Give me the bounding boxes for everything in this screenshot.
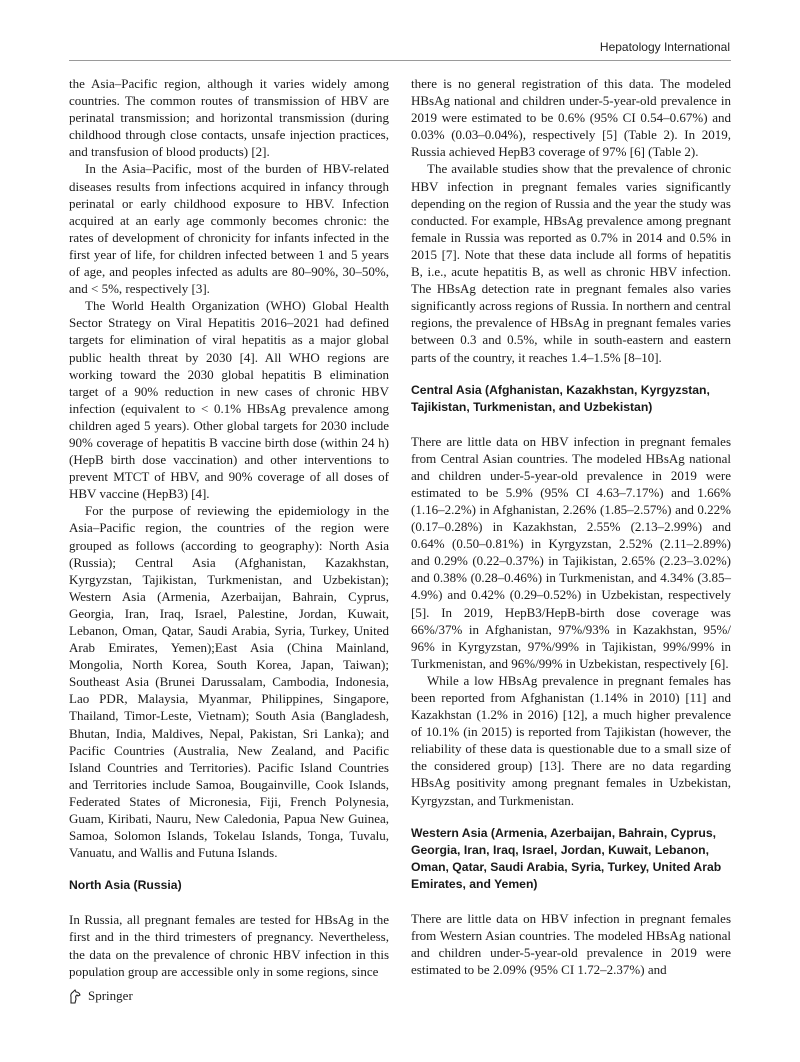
left-paragraph-1: the Asia–Pacific region, although it varies widely among countries. The common routes of transmission of HBV are perinatal transmission; and horizontal transmission (during childhood through close contacts, unsafe injection practices, and transfusion of blood products) [2]. [69, 76, 389, 160]
publisher-name: Springer [88, 988, 133, 1003]
left-paragraph-2: In the Asia–Pacific, most of the burden of HBV-related diseases results from infections acquired in infancy through perinatal or early childhood exposure to HBV. Infection acquired at an early age commonly becomes chronic: the rates of development of chronicity for infants infected in the first year of life, for children infected between 1 and 5 years of age, and peoples infected as adults are 80–90%, 30–50%, and < 5%, respectively [3]. [69, 161, 389, 297]
right-paragraph-4: While a low HBsAg prevalence in pregnant females has been reported from Afghanistan (1.14% in 2010) [11] and Kazakhstan (1.2% in 2016) [12], a much higher prevalence of 10.1% (in 2015) is reported from Tajikistan (however, the reliability of these data is questionable due to a small size of the considered group) [13]. There are no data regarding HBsAg positivity among pregnant females in Uzbekistan, Kyrgyzstan, and Turkmenistan. [411, 672, 731, 808]
left-paragraph-4: For the purpose of reviewing the epidemiology in the Asia–Pacific region, the countries of the region were grouped as follows (according to geography): North Asia (Russia); Central Asia (Afghanistan, Kazakhstan, Kyrgyzstan, Tajikistan, Turkmenistan, and Uzbekistan); Western Asia (Armenia, Azerbaijan, Bahrain, Cyprus, Georgia, Iran, Iraq, Israel, Palestine, Jordan, Kuwait, Lebanon, Oman, Qatar, Saudi Arabia, Syria, Turkey, United Arab Emirates, Yemen);East Asia (China Mainland, Mongolia, North Korea, South Korea, Japan, Taiwan); Southeast Asia (Brunei Darussalam, Cambodia, Indonesia, Lao PDR, Malaysia, Myanmar, Philippines, Singapore, Thailand, Timor-Leste, Vietnam); South Asia (Bangladesh, Bhutan, India, Maldives, Nepal, Pakistan, Sri Lanka); and Pacific Countries (Australia, New Zealand, and Pacific Island Countries and Territories). Pacific Island Countries and Territories include Samoa, Bougainville, Cook Islands, Federated States of Micronesia, Fiji, French Polynesia, Guam, Kiribati, Nauru, New Caledonia, Papua New Guinea, Samoa, Solomon Islands, Tokelau Islands, Tonga, Tuvalu, Vanuatu, and Wallis and Futuna Islands. [69, 503, 389, 861]
running-head: Hepatology International [599, 40, 730, 54]
left-paragraph-5: In Russia, all pregnant females are tested for HBsAg in the first and in the third trimesters of pregnancy. Nevertheless, the data on the prevalence of chronic HBV infection in this population group are accessible only in some regions, since [69, 912, 389, 979]
right-column [411, 75, 731, 978]
right-paragraph-3: There are little data on HBV infection in pregnant females from Central Asian countries. The modeled HBsAg national and children under-5-year-old prevalence in 2019 were estimated to be 5.9% (95% CI 4.63–7.17%) and 1.66% (1.16–2.2%) in Afghanistan, 2.26% (1.85–2.57%) and 0.22% (0.17–0.28%) in Kazakhstan, 2.55% (2.13–2.99%) and 0.64% (0.50–0.81%) in Kyrgyzstan, 2.52% (2.11–2.89%) and 0.29% (0.22–0.37%) in Tajikistan, 2.65% (2.23–3.02%) and 0.38% (0.28–0.46%) in Turkmenistan, and 4.34% (3.85–4.9%) and 0.42% (0.29–0.52%) in Uzbekistan, respectively [5]. In 2019, HepB3/HepB-birth dose coverage was 66%/37% in Afghanistan, 97%/93% in Kazakhstan, 95%/ 96% in Kyrgyzstan, 97%/99% in Tajikistan, 99%/99% in Turkmenistan, and 96%/99% in Uzbekistan, respectively [6]. [411, 433, 731, 671]
section-heading-western-asia: Western Asia (Armenia, Azerbaijan, Bahrain, Cyprus, Georgia, Iran, Iraq, Israel, Jordan, Kuwait, Lebanon, Oman, Qatar, Saudi Arabia, Syria, Turkey, United Arab Emirates, and Yemen) [411, 825, 722, 891]
springer-horse-icon [69, 989, 82, 1004]
left-column [69, 75, 389, 980]
right-paragraph-5: There are little data on HBV infection in pregnant females from Western Asian countries. The modeled HBsAg national and children under-5-year-old prevalence in 2019 were estimated to be 2.09% (95% CI 1.72–2.37%) and [411, 910, 731, 977]
header-rule [69, 60, 731, 61]
section-heading-central-asia: Central Asia (Afghanistan, Kazakhstan, Kyrgyzstan, Tajikistan, Turkmenistan, and Uzbekistan) [411, 382, 710, 414]
left-paragraph-3: The World Health Organization (WHO) Global Health Sector Strategy on Viral Hepatitis 2016–2021 had defined targets for elimination of viral hepatitis as a major global public health threat by 2030 [4]. All WHO regions are working toward the 2030 global hepatitis B elimination target of a 90% reduction in new cases of chronic HBV infection (equivalent to < 0.1% HBsAg prevalence among children aged 5 years). Other global targets for 2030 include 90% coverage of hepatitis B vaccine birth dose (within 24 h) (HepB birth dose vaccination) and other interventions to prevent MTCT of HBV, and 90% coverage of all doses of HBV vaccine (HepB3) [4]. [69, 298, 389, 502]
right-paragraph-2: The available studies show that the prevalence of chronic HBV infection in pregnant females varies significantly depending on the region of Russia and the year the study was conducted. For example, HBsAg prevalence among pregnant female in Russia was reported as 0.7% in 2014 and 0.5% in 2015 [7]. Note that these data include all forms of hepatitis B, i.e., acute hepatitis B, as well as chronic HBV infection. The HBsAg detection rate in pregnant females also varies significantly across regions of Russia. In northern and central regions, the prevalence of HBsAg in pregnant females varies between 0.3 and 0.5%, while in south-eastern and eastern parts of the country, it reaches 1.4–1.5% [8–10]. [411, 161, 731, 365]
right-paragraph-1: there is no general registration of this data. The modeled HBsAg national and children under-5-year-old prevalence in 2019 were estimated to be 0.6% (95% CI 0.54–0.67%) and 0.03% (0.03–0.04%), respectively [5] (Table 2). In 2019, Russia achieved HepB3 coverage of 97% [6] (Table 2). [411, 76, 731, 160]
page-footer [69, 988, 133, 1004]
section-heading-north-asia: North Asia (Russia) [69, 878, 182, 893]
